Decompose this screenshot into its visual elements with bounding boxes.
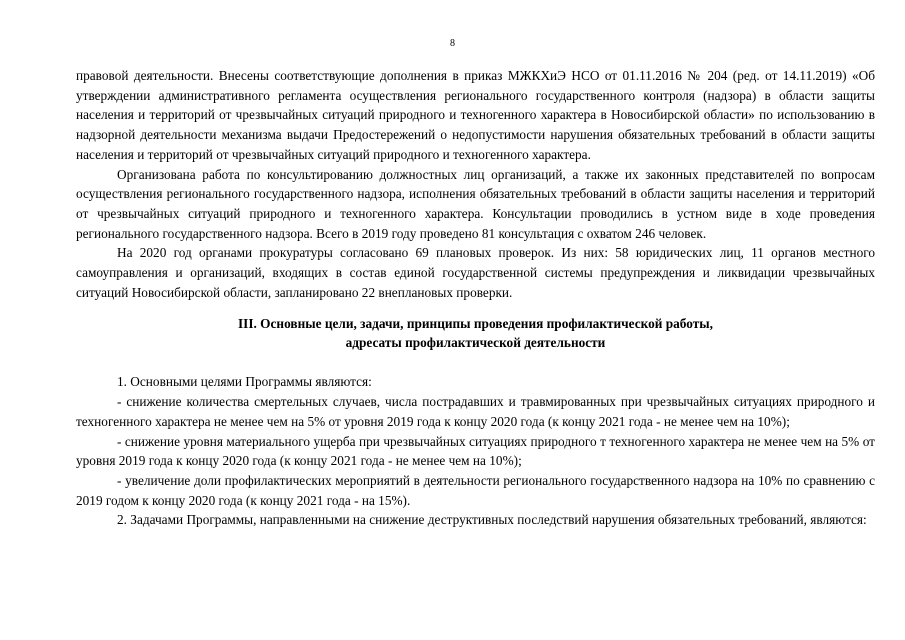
paragraph-consultations: Организована работа по консультированию должностных лиц организаций, а также их законных представителей по вопросам осуществления регионального государственного надзора, исполнения обязательных требований в области защиты населения и территорий от чрезвычайных ситуаций природного и техногенного характера. Консультации проводились в устном виде в ходе проведения регионального государственного надзора. Всего в 2019 году проведено 81 консультация с охватом 246 человек. — [76, 166, 875, 241]
section-heading — [76, 315, 875, 352]
paragraph-regulation-amendments: правовой деятельности. Внесены соответствующие дополнения в приказ МЖКХиЭ НСО от 01.11.2016 № 204 (ред. от 14.11.2019) «Об утверждении административного регламента осуществления регионального государственного контроля (надзора) в области защиты населения и территорий от чрезвычайных ситуаций природного и техногенного характера в Новосибирской области» по использованию в надзорной деятельности механизма выдачи Предостережений о недопустимости нарушения обязательных требований в области защиты населения и территорий от чрезвычайных ситуаций природного и техногенного характера. — [76, 68, 875, 162]
paragraph-inspections-2020: На 2020 год органами прокуратуры согласовано 69 плановых проверок. Из них: 58 юридических лиц, 11 органов местного самоуправления и организаций, входящих в состав единой государственной системы предупреждения и ликвидации чрезвычайных ситуаций Новосибирской области, запланировано 22 внеплановых проверки. — [76, 245, 875, 300]
section-heading-line-2: адресаты профилактической деятельности — [345, 334, 606, 350]
goal-item-material-damage: - снижение уровня материального ущерба при чрезвычайных ситуациях природного т техногенного характера не менее чем на 5% от уровня 2019 года к концу 2020 года (к концу 2021 года - не менее чем на 10%); — [76, 433, 875, 469]
goal-item-fatalities: - снижение количества смертельных случаев, числа пострадавших и травмированных при чрезвычайных ситуациях природного и техногенного характера не менее чем на 5% от уровня 2019 года к концу 2020 года (к концу 2021 года - не менее чем на 10%); — [76, 394, 875, 429]
goal-item-prevention-share: - увеличение доли профилактических мероприятий в деятельности регионального государственного надзора на 10% по сравнению с 2019 годом к концу 2020 года (к концу 2021 года - на 15%). — [76, 472, 875, 508]
goals-intro: 1. Основными целями Программы являются: — [117, 374, 372, 390]
tasks-intro: 2. Задачами Программы, направленными на снижение деструктивных последствий нарушения обязательных требований, являются: — [117, 512, 867, 528]
section-heading-line-1: III. Основные цели, задачи, принципы проведения профилактической работы, — [238, 316, 713, 332]
document-body — [76, 66, 875, 530]
page-number: 8 — [450, 38, 455, 49]
